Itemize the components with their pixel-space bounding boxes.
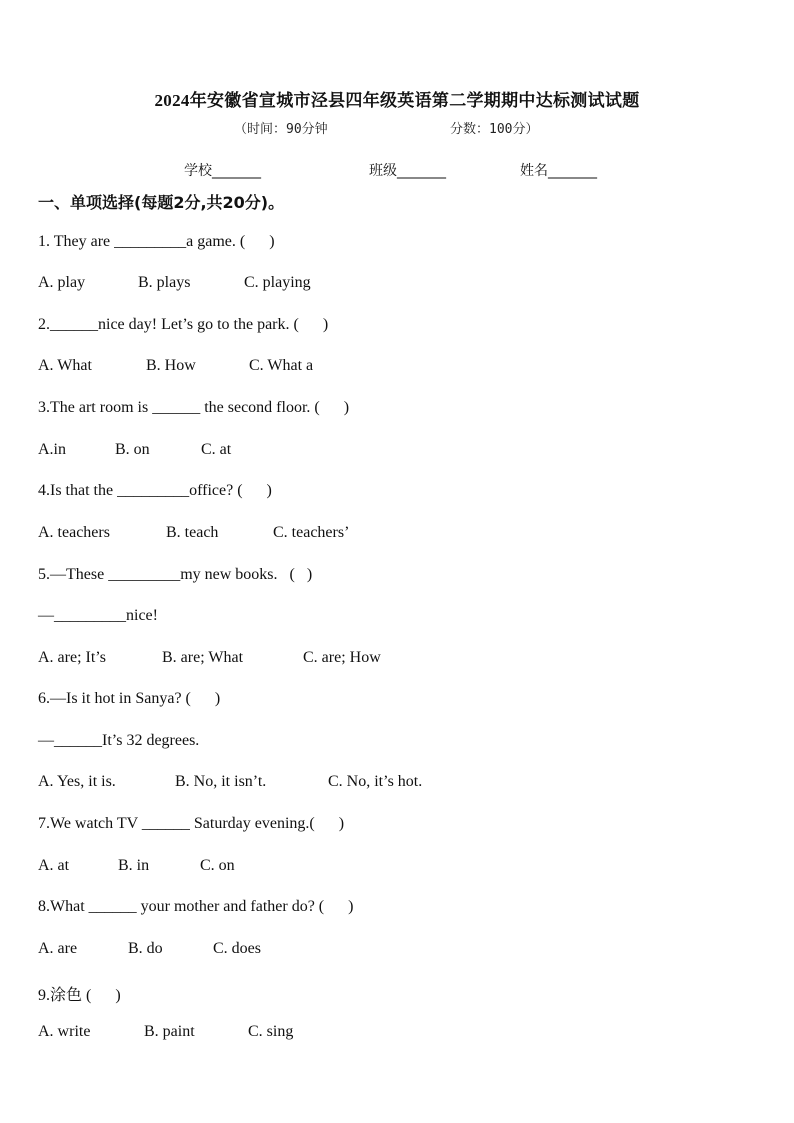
question-1-stem: 1. They are _________a game. ( ): [38, 233, 275, 250]
option-b: B. on: [115, 441, 150, 458]
option-b: B. paint: [144, 1023, 195, 1040]
option-a: A. What: [38, 357, 92, 374]
option-a: A. write: [38, 1023, 91, 1040]
time-limit: （时间：90分钟: [234, 122, 328, 137]
question-3-stem: 3.The art room is ______ the second floor. ( ): [38, 399, 350, 416]
question-5-stem: 5.—These _________my new books. ( ): [38, 566, 313, 583]
option-c: C. on: [200, 857, 235, 874]
option-c: C. No, it’s hot.: [328, 773, 423, 790]
option-b: B. are; What: [162, 649, 244, 666]
question-8-options: [38, 940, 738, 962]
option-c: C. are; How: [303, 649, 381, 666]
school-field: 学校_______: [184, 163, 261, 179]
student-info-row: [0, 160, 794, 180]
question-5-options: [38, 649, 738, 671]
question-6-reply: —______It’s 32 degrees.: [38, 732, 200, 749]
question-5-reply: —_________nice!: [38, 607, 158, 624]
section-heading: 一、单项选择(每题2分,共20分)。: [38, 193, 285, 212]
option-c: C. sing: [248, 1023, 294, 1040]
option-a: A. are: [38, 940, 78, 957]
option-a: A. teachers: [38, 524, 110, 541]
question-4-stem: 4.Is that the _________office? ( ): [38, 482, 272, 499]
question-9-stem: 9.涂色 ( ): [38, 987, 121, 1004]
option-c: C. does: [213, 940, 261, 957]
question-3-options: [38, 441, 738, 463]
option-b: B. How: [146, 357, 196, 374]
name-field: 姓名_______: [520, 163, 597, 179]
question-2-stem: 2.______nice day! Let’s go to the park. ( ): [38, 316, 329, 333]
question-8-stem: 8.What ______ your mother and father do? ( ): [38, 898, 354, 915]
question-4-options: [38, 524, 738, 546]
option-a: A. at: [38, 857, 70, 874]
option-b: B. do: [128, 940, 163, 957]
option-b: B. in: [118, 857, 150, 874]
question-6-options: [38, 773, 738, 795]
question-2-options: [38, 357, 738, 379]
option-a: A. are; It’s: [38, 649, 106, 666]
option-a: A.in: [38, 441, 66, 458]
option-b: B. plays: [138, 274, 191, 291]
option-a: A. play: [38, 274, 86, 291]
class-field: 班级_______: [369, 163, 446, 179]
question-7-options: [38, 857, 738, 879]
option-c: C. at: [201, 441, 232, 458]
total-score: 分数：100分）: [450, 122, 539, 137]
question-7-stem: 7.We watch TV ______ Saturday evening.( ): [38, 815, 345, 832]
option-c: C. teachers’: [273, 524, 350, 541]
exam-meta: [0, 118, 794, 138]
option-a: A. Yes, it is.: [38, 773, 116, 790]
question-6-stem: 6.—Is it hot in Sanya? ( ): [38, 690, 221, 707]
question-9-options: [38, 1023, 738, 1045]
exam-title: 2024年安徽省宣城市泾县四年级英语第二学期期中达标测试试题: [154, 91, 640, 110]
option-c: C. playing: [244, 274, 311, 291]
option-c: C. What a: [249, 357, 314, 374]
option-b: B. No, it isn’t.: [175, 773, 267, 790]
option-b: B. teach: [166, 524, 219, 541]
question-1-options: [38, 274, 738, 296]
